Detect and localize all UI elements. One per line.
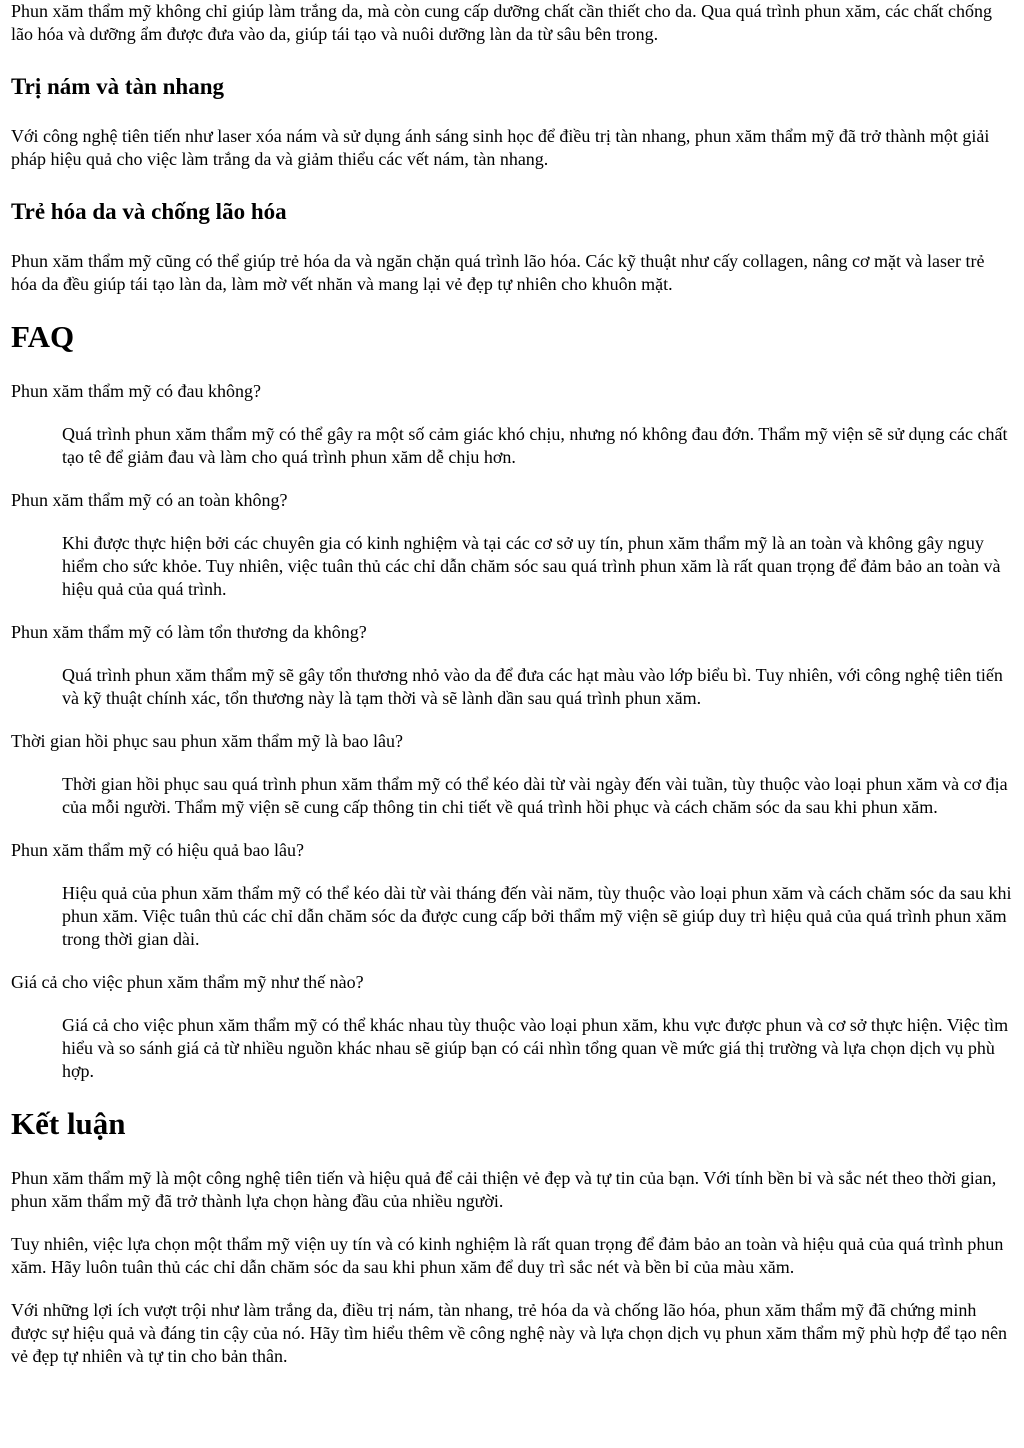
faq-question: Phun xăm thẩm mỹ có hiệu quả bao lâu? — [11, 840, 304, 860]
faq-question: Giá cả cho việc phun xăm thẩm mỹ như thế nào? — [11, 972, 364, 992]
section-heading-anti-aging: Trẻ hóa da và chống lão hóa — [11, 199, 287, 224]
faq-question: Phun xăm thẩm mỹ có làm tổn thương da không? — [11, 622, 367, 642]
faq-answer: Quá trình phun xăm thẩm mỹ sẽ gây tổn thương nhỏ vào da để đưa các hạt màu vào lớp biểu bì. Tuy nhiên, với công nghệ tiên tiến và kỹ thuật chính xác, tổn thương này là tạm thời và sẽ lành dần sau quá trình phun xăm. — [62, 665, 1003, 708]
faq-answer: Thời gian hồi phục sau quá trình phun xăm thẩm mỹ có thể kéo dài từ vài ngày đến vài tuần, tùy thuộc vào loại phun xăm và cơ địa của mỗi người. Thẩm mỹ viện sẽ cung cấp thông tin chi tiết về quá trình hồi phục và cách chăm sóc da sau khi phun xăm. — [62, 774, 1008, 817]
faq-answer: Quá trình phun xăm thẩm mỹ có thể gây ra một số cảm giác khó chịu, nhưng nó không đau đớn. Thẩm mỹ viện sẽ sử dụng các chất tạo tê để giảm đau và làm cho quá trình phun xăm dễ chịu hơn. — [62, 424, 1008, 467]
conclusion-paragraph: Phun xăm thẩm mỹ là một công nghệ tiên tiến và hiệu quả để cải thiện vẻ đẹp và tự tin của bạn. Với tính bền bỉ và sắc nét theo thời gian, phun xăm thẩm mỹ đã trở thành lựa chọn hàng đầu của nhiều người. — [11, 1168, 997, 1211]
faq-heading: FAQ — [11, 319, 75, 354]
conclusion-heading: Kết luận — [11, 1106, 126, 1141]
section-paragraph-anti-aging: Phun xăm thẩm mỹ cũng có thể giúp trẻ hóa da và ngăn chặn quá trình lão hóa. Các kỹ thuật như cấy collagen, nâng cơ mặt và laser trẻ hóa da đều giúp tái tạo làn da, làm mờ vết nhăn và mang lại vẻ đẹp tự nhiên cho khuôn mặt. — [11, 251, 985, 294]
faq-question: Phun xăm thẩm mỹ có an toàn không? — [11, 490, 288, 510]
conclusion-paragraph: Tuy nhiên, việc lựa chọn một thẩm mỹ viện uy tín và có kinh nghiệm là rất quan trọng để đảm bảo an toàn và hiệu quả của quá trình phun xăm. Hãy luôn tuân thủ các chỉ dẫn chăm sóc da sau khi phun xăm để duy trì sắc nét và bền bỉ của màu xăm. — [11, 1234, 1004, 1277]
conclusion-paragraph: Với những lợi ích vượt trội như làm trắng da, điều trị nám, tàn nhang, trẻ hóa da và chống lão hóa, phun xăm thẩm mỹ đã chứng minh được sự hiệu quả và đáng tin cậy của nó. Hãy tìm hiểu thêm về công nghệ này và lựa chọn dịch vụ phun xăm thẩm mỹ phù hợp để tạo nên vẻ đẹp tự nhiên và tự tin cho bản thân. — [11, 1300, 1008, 1366]
faq-answer: Giá cả cho việc phun xăm thẩm mỹ có thể khác nhau tùy thuộc vào loại phun xăm, khu vực được phun và cơ sở thực hiện. Việc tìm hiểu và so sánh giá cả từ nhiều nguồn khác nhau sẽ giúp bạn có cái nhìn tổng quan về mức giá thị trường và lựa chọn dịch vụ phù hợp. — [62, 1015, 1009, 1081]
section-heading-melasma: Trị nám và tàn nhang — [11, 74, 225, 99]
section-paragraph-melasma: Với công nghệ tiên tiến như laser xóa nám và sử dụng ánh sáng sinh học để điều trị tàn nhang, phun xăm thẩm mỹ đã trở thành một giải pháp hiệu quả cho việc làm trắng da và giảm thiểu các vết nám, tàn nhang. — [11, 126, 990, 169]
faq-question: Thời gian hồi phục sau phun xăm thẩm mỹ là bao lâu? — [11, 731, 403, 751]
faq-question: Phun xăm thẩm mỹ có đau không? — [11, 381, 261, 401]
intro-paragraph: Phun xăm thẩm mỹ không chỉ giúp làm trắng da, mà còn cung cấp dưỡng chất cần thiết cho da. Qua quá trình phun xăm, các chất chống lão hóa và dưỡng ẩm được đưa vào da, giúp tái tạo và nuôi dưỡng làn da từ sâu bên trong. — [11, 1, 992, 44]
faq-answer: Hiệu quả của phun xăm thẩm mỹ có thể kéo dài từ vài tháng đến vài năm, tùy thuộc vào loại phun xăm và cách chăm sóc da sau khi phun xăm. Việc tuân thủ các chỉ dẫn chăm sóc da được cung cấp bởi thẩm mỹ viện sẽ giúp duy trì hiệu quả của quá trình phun xăm trong thời gian dài. — [62, 883, 1012, 949]
faq-list — [11, 380, 1014, 1083]
conclusion-body — [11, 1167, 1014, 1368]
faq-answer: Khi được thực hiện bởi các chuyên gia có kinh nghiệm và tại các cơ sở uy tín, phun xăm thẩm mỹ là an toàn và không gây nguy hiểm cho sức khỏe. Tuy nhiên, việc tuân thủ các chỉ dẫn chăm sóc sau quá trình phun xăm là rất quan trọng để đảm bảo an toàn và hiệu quả của quá trình. — [62, 533, 1001, 599]
